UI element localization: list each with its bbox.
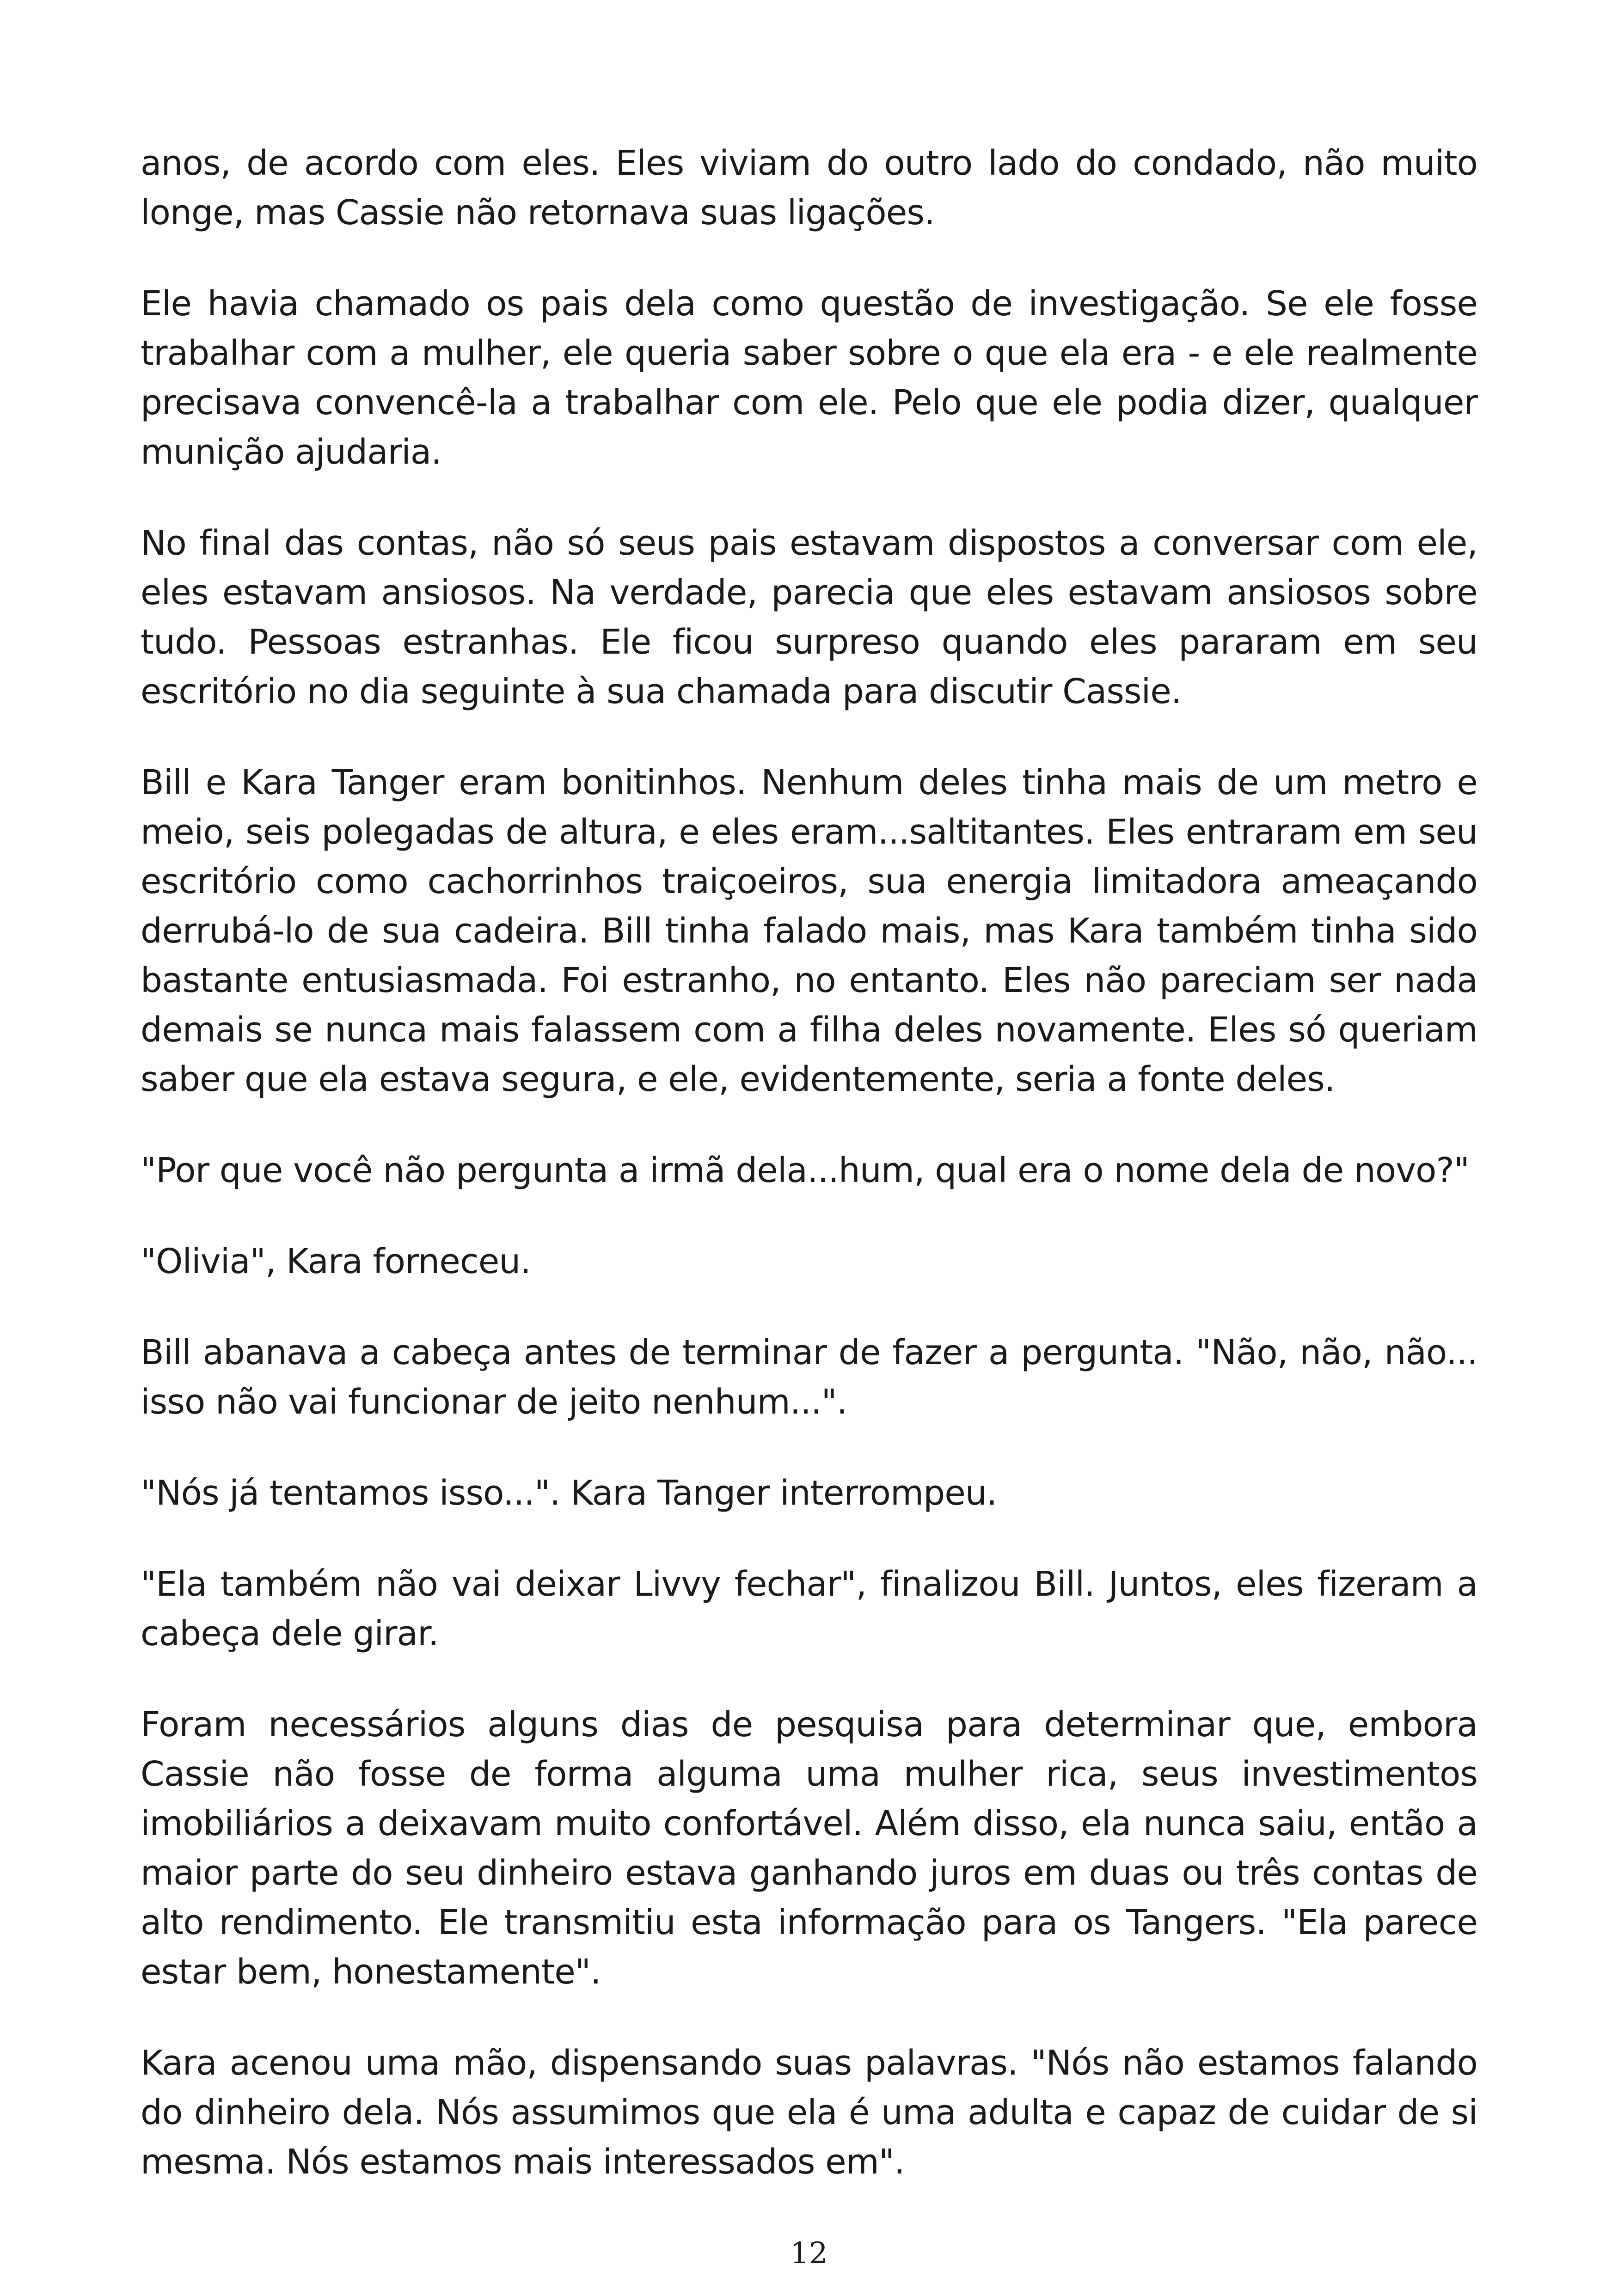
- paragraph: Foram necessários alguns dias de pesquisa para determinar que, embora Cassie não fosse de forma alguma uma mulher rica, seus investimentos imobiliários a deixavam muito confortável. Além disso, ela nunca saiu, então a maior parte do seu dinheiro estava ganhando juros em duas ou três contas de alto rendimento. Ele transmitiu esta informação para os Tangers. "Ela parece estar bem, honestamente".: [141, 1705, 1477, 1992]
- paragraph: "Nós já tentamos isso...". Kara Tanger interrompeu.: [141, 1473, 997, 1513]
- page-number: 12: [790, 2236, 828, 2271]
- paragraph: Bill e Kara Tanger eram bonitinhos. Nenhum deles tinha mais de um metro e meio, seis polegadas de altura, e eles eram...saltitantes. Eles entraram em seu escritório como cachorrinhos traiçoeiros, sua energia limitadora ameaçando derrubá-lo de sua cadeira. Bill tinha falado mais, mas Kara também tinha sido bastante entusiasmada. Foi estranho, no entanto. Eles não pareciam ser nada demais se nunca mais falassem com a filha deles novamente. Eles só queriam saber que ela estava segura, e ele, evidentemente, seria a fonte deles.: [141, 763, 1477, 1099]
- paragraph: "Olivia", Kara forneceu.: [141, 1242, 531, 1281]
- paragraph: Kara acenou uma mão, dispensando suas palavras. "Nós não estamos falando do dinheiro dela. Nós assumimos que ela é uma adulta e capaz de cuidar de si mesma. Nós estamos mais interessados em".: [141, 2043, 1477, 2182]
- paragraph: "Ela também não vai deixar Livvy fechar", finalizou Bill. Juntos, eles fizeram a cabeça dele girar.: [141, 1564, 1477, 1653]
- paragraph: No final das contas, não só seus pais estavam dispostos a conversar com ele, eles estavam ansiosos. Na verdade, parecia que eles estavam ansiosos sobre tudo. Pessoas estranhas. Ele ficou surpreso quando eles pararam em seu escritório no dia seguinte à sua chamada para discutir Cassie.: [141, 523, 1477, 711]
- paragraph: Ele havia chamado os pais dela como questão de investigação. Se ele fosse trabalhar com a mulher, ele queria saber sobre o que ela era - e ele realmente precisava convencê-la a trabalhar com ele. Pelo que ele podia dizer, qualquer munição ajudaria.: [141, 284, 1477, 472]
- body-text: [141, 139, 1477, 2187]
- paragraph: "Por que você não pergunta a irmã dela...hum, qual era o nome dela de novo?": [141, 1151, 1470, 1190]
- paragraph: Bill abanava a cabeça antes de terminar de fazer a pergunta. "Não, não, não... isso não vai funcionar de jeito nenhum...".: [141, 1333, 1477, 1422]
- paragraph: anos, de acordo com eles. Eles viviam do outro lado do condado, não muito longe, mas Cassie não retornava suas ligações.: [141, 143, 1477, 233]
